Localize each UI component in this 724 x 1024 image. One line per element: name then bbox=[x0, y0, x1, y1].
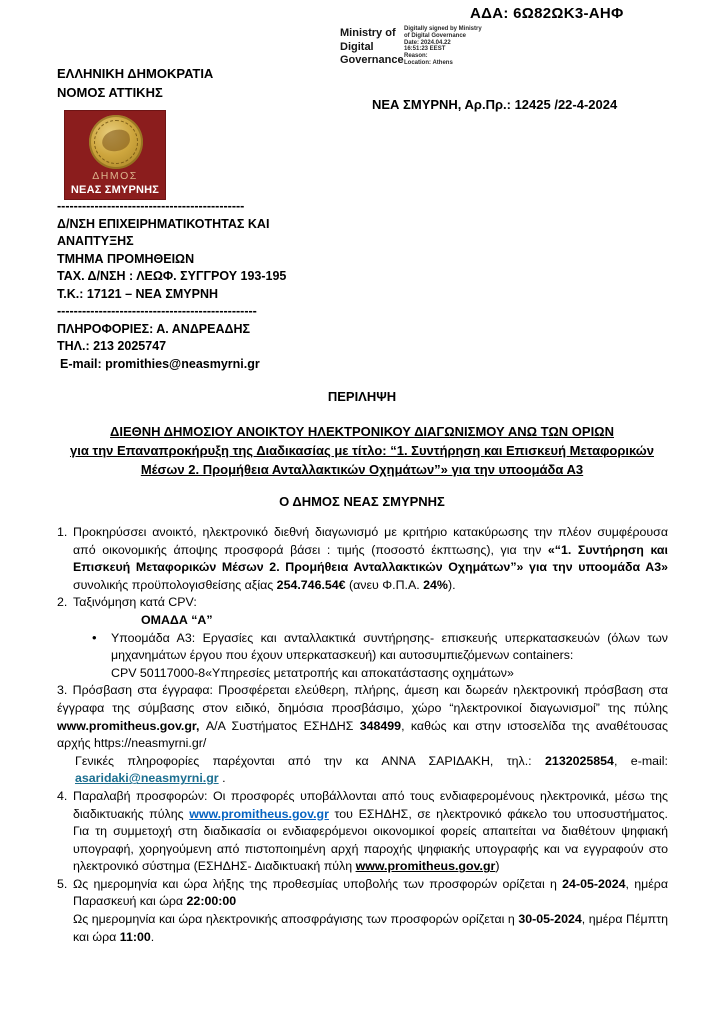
contact-block bbox=[57, 198, 397, 373]
digital-signature-signer bbox=[340, 27, 404, 68]
logo-city-label: ΝΕΑΣ ΣΜΥΡΝΗΣ bbox=[70, 184, 160, 196]
postal-address-line: ΤΑΧ. Δ/ΝΣΗ : ΛΕΩΦ. ΣΥΓΓΡΟΥ 193-195 bbox=[57, 269, 287, 283]
postal-code-line: Τ.Κ.: 17121 – ΝΕΑ ΣΜΥΡΝΗ bbox=[57, 286, 219, 301]
body-item-1 bbox=[57, 524, 668, 594]
subgroup-a3-text: Υποομάδα Α3: Εργασίες και ανταλλακτικά συντήρησης- επισκευής υπερκατασκευών (όλων των μηχανημάτων έργου που έχουν υπερκατασκευή) και αυτοσυμπιεζόμενων containers: bbox=[111, 630, 668, 663]
summary-heading: ΠΕΡΙΛΗΨΗ bbox=[327, 389, 397, 404]
department-line: ΑΝΑΠΤΥΞΗΣ bbox=[57, 234, 134, 248]
phone-line: ΤΗΛ.: 213 2025747 bbox=[57, 339, 167, 353]
item-number: 5. bbox=[57, 876, 68, 891]
cpv-intro: Ταξινόμηση κατά CPV: bbox=[73, 595, 197, 610]
item-3-text: , καθώς και στην ιστοσελίδα της αναθέτουσας αρχής bbox=[57, 718, 668, 751]
general-info-text: . bbox=[218, 771, 226, 786]
body-item-5 bbox=[57, 876, 668, 946]
general-info-text: , e-mail: bbox=[613, 753, 668, 768]
item-1-text: ). bbox=[447, 577, 456, 592]
item-number: 4. bbox=[57, 788, 68, 803]
item-number: 3. bbox=[57, 683, 68, 698]
signer-line: Digital bbox=[340, 40, 374, 53]
general-info-paragraph bbox=[75, 753, 668, 788]
notice-body bbox=[57, 524, 668, 946]
item-number: 1. bbox=[57, 525, 68, 539]
notice-title-line2: για την Επαναπροκήρυξη της Διαδικασίας με τίτλο: “1. Συντήρηση και Επισκευή Μεταφορικών Μέσων 2. Προμήθεια Ανταλλακτικών Οχημάτων”» για την υποομάδα Α3 bbox=[69, 443, 655, 477]
promitheus-link[interactable]: www.promitheus.gov.gr bbox=[189, 806, 329, 821]
signature-detail-line: Digitally signed by Ministry bbox=[404, 26, 482, 32]
authority-heading bbox=[57, 64, 213, 102]
deadline-text: , ημέρα Παρασκευή και ώρα bbox=[73, 876, 669, 909]
signature-detail-line: of Digital Governance bbox=[404, 32, 467, 39]
body-item-3 bbox=[57, 682, 668, 788]
subgroup-a3-bullet bbox=[85, 630, 668, 683]
vat-rate: 24% bbox=[423, 577, 448, 592]
unsealing-text: Ως ημερομηνία και ώρα ηλεκτρονικής αποσφράγισης των προσφορών ορίζεται η bbox=[73, 912, 519, 927]
unsealing-text: , ημέρα Πέμπτη και ώρα bbox=[73, 912, 668, 944]
group-a-label: ΟΜΑΔΑ “Α” bbox=[141, 612, 213, 627]
promitheus-url-bold: www.promitheus.gov.gr bbox=[355, 859, 496, 874]
ada-code: ΑΔΑ: 6Ω82ΩΚ3-ΑΗΦ bbox=[470, 5, 624, 22]
prefecture-label: ΝΟΜΟΣ ΑΤΤΙΚΗΣ bbox=[57, 85, 163, 100]
logo-municipality-label: ΔΗΜΟΣ bbox=[92, 170, 138, 182]
unsealing-time: 11:00 bbox=[119, 929, 151, 944]
notice-title bbox=[57, 422, 667, 479]
contact-email-link[interactable]: asaridaki@neasmyrni.gr bbox=[75, 771, 219, 786]
signature-detail-line: Location: Athens bbox=[404, 59, 453, 66]
neasmyrni-url: https://neasmyrni.gr/ bbox=[94, 736, 207, 751]
general-info-text: Γενικές πληροφορίες παρέχονται από την κα ΑΝΝΑ ΣΑΡΙΔΑΚΗ, τηλ.: bbox=[75, 753, 546, 768]
tender-title-inline: «“1. Συντήρηση και Επισκευή Μεταφορικών Μέσων 2. Προμήθεια Ανταλλακτικών Οχημάτων”» για την υποομάδα Α3» bbox=[73, 542, 668, 575]
item-1-text: Προκηρύσσει ανοικτό, ηλεκτρονικό διεθνή διαγωνισμό με κριτήριο κατακύρωσης την πλέον συμφέρουσα από οικονομικής άποψης προσφορά βάσει : τιμής (ποσοστό έκπτωσης), για την bbox=[73, 525, 668, 557]
notice-title-line1: ΔΙΕΘΝΗ ΔΗΜΟΣΙΟΥ ΑΝΟΙΚΤΟΥ ΗΛΕΚΤΡΟΝΙΚΟΥ ΔΙΑΓΩΝΙΣΜΟΥ ΑΝΩ ΤΩΝ ΟΡΙΩΝ bbox=[110, 424, 614, 439]
budget-amount: 254.746.54€ bbox=[276, 577, 346, 592]
contact-phone-number: 2132025854 bbox=[545, 753, 614, 768]
municipal-seal-icon bbox=[89, 115, 143, 169]
department-line: ΤΜΗΜΑ ΠΡΟΜΗΘΕΙΩΝ bbox=[57, 251, 195, 266]
item-3-text: Πρόσβαση στα έγγραφα: Προσφέρεται ελεύθερη, πλήρης, άμεση και δωρεάν ηλεκτρονική πρόσβαση στα έγγραφα της σύμβασης στον ειδικό, δημόσια προσβάσιμο, χώρο “ηλεκτρονικοί διαγωνισμοί” της πύλης bbox=[57, 683, 668, 715]
email-line: E-mail: promithies@neasmyrni.gr bbox=[60, 356, 260, 371]
submission-deadline-sentence bbox=[73, 876, 668, 911]
submission-deadline-time: 22:00:00 bbox=[186, 894, 237, 909]
divider-dashes: --------------------------------------------- bbox=[57, 199, 245, 213]
submission-deadline-date: 24-05-2024 bbox=[562, 876, 626, 891]
cpv-code-line: CPV 50117000-8«Υπηρεσίες μετατροπής και αποκατάστασης οχημάτων» bbox=[111, 665, 514, 680]
bullet-icon: • bbox=[92, 629, 97, 645]
signature-detail-line: Reason: bbox=[404, 53, 428, 60]
esidis-system-number: 348499 bbox=[359, 718, 402, 733]
divider-dashes: ------------------------------------------------ bbox=[57, 304, 257, 318]
item-1-text: (ανευ Φ.Π.Α. bbox=[345, 577, 424, 592]
protocol-number: ΝΕΑ ΣΜΥΡΝΗ, Αρ.Πρ.: 12425 /22-4-2024 bbox=[372, 97, 618, 112]
item-number: 2. bbox=[57, 595, 68, 610]
unsealing-date: 30-05-2024 bbox=[518, 912, 582, 927]
digital-signature-details bbox=[404, 26, 516, 67]
signature-detail-line: Date: 2024.04.22 bbox=[404, 39, 451, 46]
info-contact-line: ΠΛΗΡΟΦΟΡΙΕΣ: Α. ΑΝΔΡΕΑΔΗΣ bbox=[57, 321, 251, 336]
body-item-2 bbox=[57, 594, 668, 682]
promitheus-url: www.promitheus.gov.gr, bbox=[57, 718, 200, 733]
signer-line: Ministry of bbox=[340, 27, 396, 39]
item-4-text: ) bbox=[495, 859, 500, 874]
signature-detail-line: 16:51:23 EEST bbox=[404, 46, 446, 53]
hellenic-republic-label: ΕΛΛΗΝΙΚΗ ΔΗΜΟΚΡΑΤΙΑ bbox=[57, 66, 214, 81]
municipality-logo bbox=[64, 110, 166, 200]
deadline-text: Ως ημερομηνία και ώρα λήξης της προθεσμίας υποβολής των προσφορών ορίζεται η bbox=[73, 876, 563, 891]
department-line: Δ/ΝΣΗ ΕΠΙΧΕΙΡΗΜΑΤΙΚΟΤΗΤΑΣ ΚΑΙ bbox=[57, 216, 270, 231]
item-1-text: συνολικής προϋπολογισθείσης αξίας bbox=[73, 577, 277, 592]
item-3-text: Α/Α Συστήματος ΕΣΗΔΗΣ bbox=[199, 718, 360, 733]
item-4-text: του ΕΣΗΔΗΣ, σε ηλεκτρονικό φάκελο του υποσυστήματος. Για τη συμμετοχή στη διαδικασία οι ενδιαφερόμενοι οικονομικοί φορείς απαιτείται να διαθέτουν ψηφιακή υπογραφή, χορηγούμενη από πιστοποιημένη αρχή παροχής ψηφιακής υπογραφής και να εγγραφούν στο ηλεκτρονικό σύστημα (ΕΣΗΔΗΣ- Διαδικτυακή πύλη bbox=[73, 806, 668, 874]
unsealing-text: . bbox=[150, 929, 155, 944]
issuer-heading: Ο ΔΗΜΟΣ ΝΕΑΣ ΣΜΥΡΝΗΣ bbox=[279, 494, 445, 509]
item-4-text: Παραλαβή προσφορών: Οι προσφορές υποβάλλονται από τους ενδιαφερομένους ηλεκτρονικά, μέσω της διαδικτυακής πύλης bbox=[73, 788, 668, 821]
signer-line: Governance bbox=[340, 54, 404, 66]
unsealing-sentence bbox=[73, 911, 668, 946]
body-item-4 bbox=[57, 788, 668, 876]
